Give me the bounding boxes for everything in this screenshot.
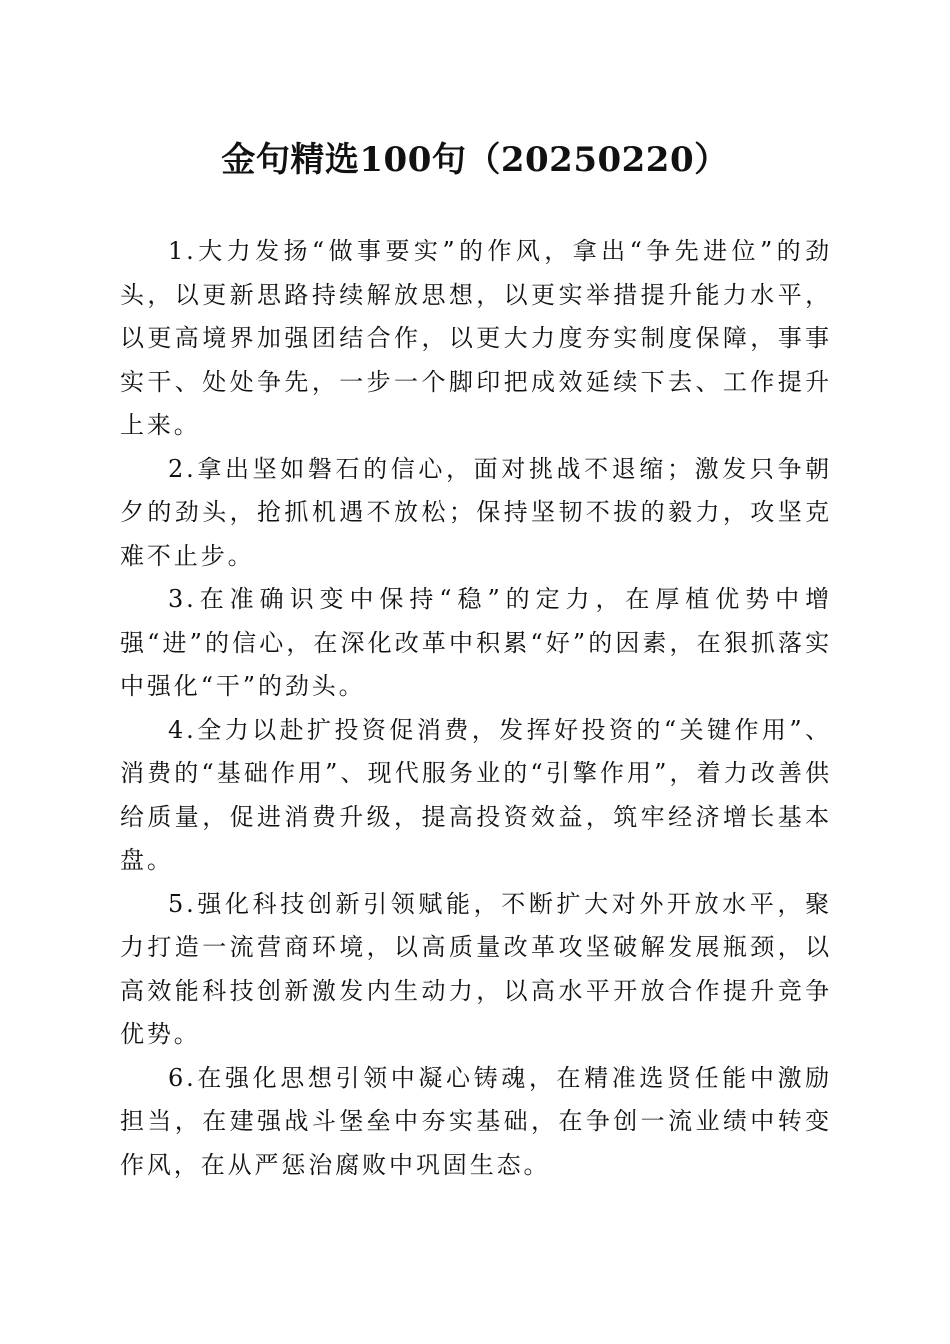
document-title: 金句精选100句（20250220） <box>221 140 729 180</box>
paragraph-2: 2.拿出坚如磐石的信心，面对挑战不退缩；激发只争朝夕的劲头，抢抓机遇不放松；保持坚韧不拔的毅力，攻坚克难不止步。 <box>120 454 832 570</box>
paragraph-5: 5.强化科技创新引领赋能，不断扩大对外开放水平，聚力打造一流营商环境，以高质量改革攻坚破解发展瓶颈，以高效能科技创新激发内生动力，以高水平开放合作提升竞争优势。 <box>120 889 832 1048</box>
paragraph-6: 6.在强化思想引领中凝心铸魂，在精准选贤任能中激励担当，在建强战斗堡垒中夯实基础，在争创一流业绩中转变作风，在从严惩治腐败中巩固生态。 <box>120 1063 832 1179</box>
paragraph-3: 3.在准确识变中保持“稳”的定力，在厚植优势中增强“进”的信心，在深化改革中积累“好”的因素，在狠抓落实中强化“干”的劲头。 <box>120 585 832 700</box>
paragraph-1: 1.大力发扬“做事要实”的作风，拿出“争先进位”的劲头，以更新思路持续解放思想，以更实举措提升能力水平，以更高境界加强团结合作，以更大力度夯实制度保障，事事实干、处处争先，一步一个脚印把成效延续下去、工作提升上来。 <box>120 237 832 439</box>
paragraph-4: 4.全力以赴扩投资促消费，发挥好投资的“关键作用”、消费的“基础作用”、现代服务业的“引擎作用”，着力改善供给质量，促进消费升级，提高投资效益，筑牢经济增长基本盘。 <box>120 715 832 874</box>
document-body <box>120 230 832 1187</box>
